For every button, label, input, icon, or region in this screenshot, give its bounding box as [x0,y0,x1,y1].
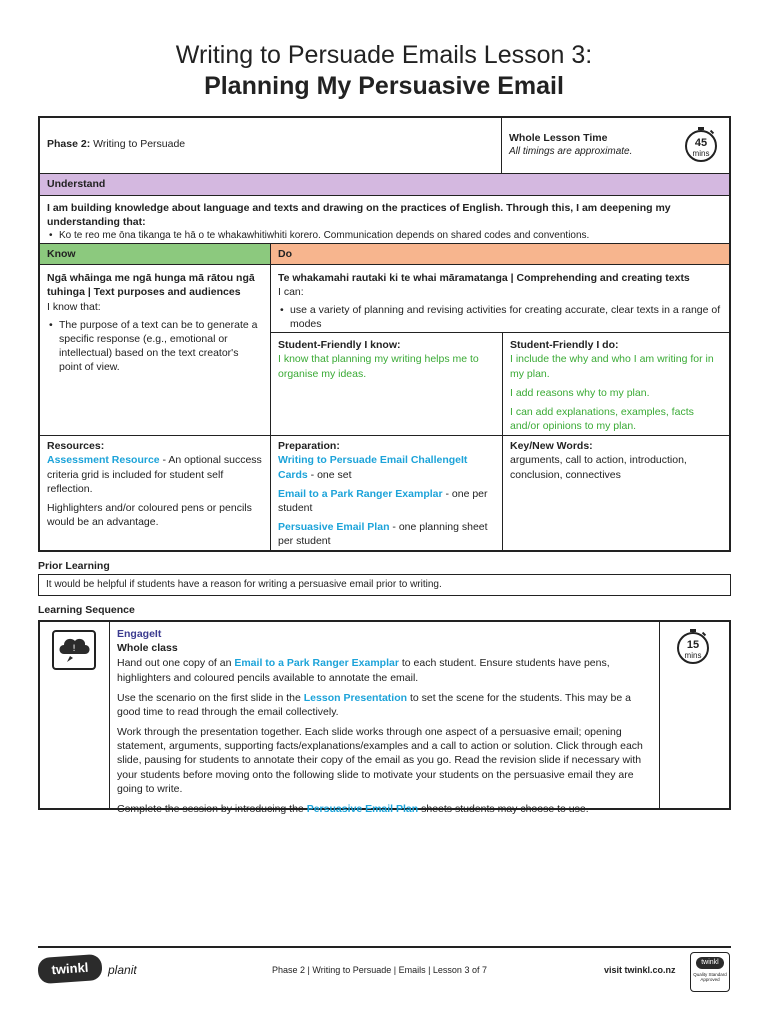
footer-lesson-info: Phase 2 | Writing to Persuade | Emails | Lesson 3 of 7 [272,965,487,975]
engageit-icon [52,630,96,670]
engageit-content [110,622,659,815]
student-do-cell [502,333,729,437]
persuasive-email-plan-link[interactable]: Persuasive Email Plan [278,521,390,534]
student-know-text: I know that planning my writing helps me to organise my ideas. [278,353,479,380]
phase-value: Writing to Persuade [93,138,186,150]
key-words-cell [502,436,729,550]
lesson-time-cell [501,118,729,173]
title-line-1: Writing to Persuade Emails Lesson 3: [175,41,593,69]
prior-learning-heading: Prior Learning [38,560,110,572]
resources-heading: Resources: [47,440,105,453]
persuasive-email-plan-link[interactable]: Persuasive Email Plan [306,802,419,815]
engageit-subtitle: Whole class [117,642,178,655]
preparation-heading: Preparation: [278,440,340,453]
phase-label: Phase 2: [47,138,91,150]
student-do-item: I can add explanations, examples, facts and/or opinions to my plan. [510,405,694,433]
stopwatch-icon [685,130,717,162]
know-body [40,265,270,435]
park-ranger-examplar-link[interactable]: Email to a Park Ranger Examplar [278,487,443,500]
badge-logo: twinkl [696,957,724,969]
engageit-title: EngageIt [117,628,162,640]
phase-cell [40,118,501,173]
preparation-item: Writing to Persuade Email ChallengeIt Cards - one set [278,454,468,481]
learning-sequence-box [38,620,731,815]
preparation-item: Persuasive Email Plan - one planning sheet per student [278,521,488,548]
timer-value: 45 [694,137,708,149]
do-list [278,303,722,331]
timer-unit: mins [692,149,710,158]
sequence-paragraph: Hand out one copy of an Email to a Park Ranger Examplar to each student. Ensure students have pens, highlighters and coloured pencils available to annotate the email. [117,657,610,684]
resources-text: Assessment Resource - An optional success criteria grid is included for student self reflection. [47,454,262,495]
footer-website-link[interactable]: visit twinkl.co.nz [604,965,676,975]
understand-body-row [40,195,729,243]
understand-header-row [40,173,729,195]
know-intro: I know that: [47,300,101,313]
learning-sequence-heading: Learning Sequence [38,604,135,616]
lesson-plan-table [38,116,731,552]
do-title: Te whakamahi rautaki ki te whai māramatanga | Comprehending and creating texts [278,272,690,285]
know-do-header-row [40,243,729,264]
park-ranger-examplar-link[interactable]: Email to a Park Ranger Examplar [234,657,399,670]
lesson-time-label: Whole Lesson Time [509,132,608,144]
sequence-paragraph: Use the scenario on the first slide in the Lesson Presentation to set the scene for the students. This may be a good time to read through the email collectively. [117,691,631,718]
timer-value: 15 [686,639,700,651]
know-heading: Know [40,244,270,264]
page-title [0,40,768,102]
resources-row [40,435,729,550]
sequence-paragraph: Work through the presentation together. Each slide works through one aspect of a persuasive email; opening statement, arguments, supporting facts/explanations/examples and a call to action or solution. Click through each slide, pausing for students to annotate their copy of the email as you go. Read the revision slide if necessary with your students before moving onto the following slide to motivate your students on the persuasive email they are going to write. [117,726,643,795]
student-know-heading: Student-Friendly I know: [278,339,401,352]
prior-learning-box [38,574,731,596]
know-do-body-row [40,264,729,435]
understand-intro: I am building knowledge about language and texts and drawing on the practices of English. Through this, I am deepening my understanding that: [47,202,671,229]
quality-badge [690,952,730,992]
key-words-text: arguments, call to action, introduction, conclusion, connectives [510,454,687,481]
student-friendly-row [271,332,729,437]
lesson-time-note: All timings are approximate. [509,146,633,158]
planit-logo: planit [108,963,137,977]
prior-learning-text: It would be helpful if students have a reason for writing a persuasive email prior to writing. [46,579,442,590]
title-line-2: Planning My Persuasive Email [204,72,564,100]
stopwatch-icon [677,632,709,664]
resources-text-2: Highlighters and/or coloured pens or pencils would be an advantage. [47,501,252,529]
student-do-item: I include the why and who I am writing for in my plan. [510,353,714,380]
engageit-time-cell [659,622,729,808]
know-list [47,318,263,375]
do-intro: I can: [278,286,304,299]
svg-text:!: ! [72,644,76,654]
student-know-cell [271,333,502,437]
header-row [40,118,729,173]
challengeit-cards-link[interactable]: Writing to Persuade Email ChallengeIt Cards [278,454,468,481]
lesson-presentation-link[interactable]: Lesson Presentation [303,691,408,704]
assessment-resource-link[interactable]: Assessment Resource [47,454,160,467]
do-body [270,265,729,435]
understand-bullet: • Ko te reo me ōna tikanga te hā o te whakawhitiwhiti korero. Communication depends on shared codes and conventions. [47,229,722,243]
know-bullet: • The purpose of a text can be to generate a specific response (e.g., emotional or intellectual) based on the text creator's point of view. [47,318,263,375]
engageit-icon-cell [40,622,110,808]
sequence-paragraph: Complete the session by introducing the Persuasive Email Plan sheets students may choose to use. [117,802,589,815]
twinkl-logo: twinkl [37,954,103,984]
footer-divider [38,946,731,948]
know-title: Ngā whāinga me ngā hunga mā rātou ngā tuhinga | Text purposes and audiences [47,272,255,299]
timer-unit: mins [684,651,702,660]
badge-text: Quality Standard Approved [693,972,727,982]
student-do-item: I add reasons why to my plan. [510,386,650,399]
preparation-cell [270,436,502,550]
key-words-heading: Key/New Words: [510,440,593,453]
understand-heading: Understand [40,174,729,195]
do-heading: Do [270,244,729,264]
preparation-item: Email to a Park Ranger Examplar - one per student [278,487,488,514]
student-do-heading: Student-Friendly I do: [510,339,619,352]
resources-cell [40,436,270,550]
understand-body [40,196,729,243]
do-main [271,265,729,332]
understand-list [47,229,722,243]
do-bullet: • use a variety of planning and revising activities for creating accurate, clear texts in a range of modes [278,303,722,331]
